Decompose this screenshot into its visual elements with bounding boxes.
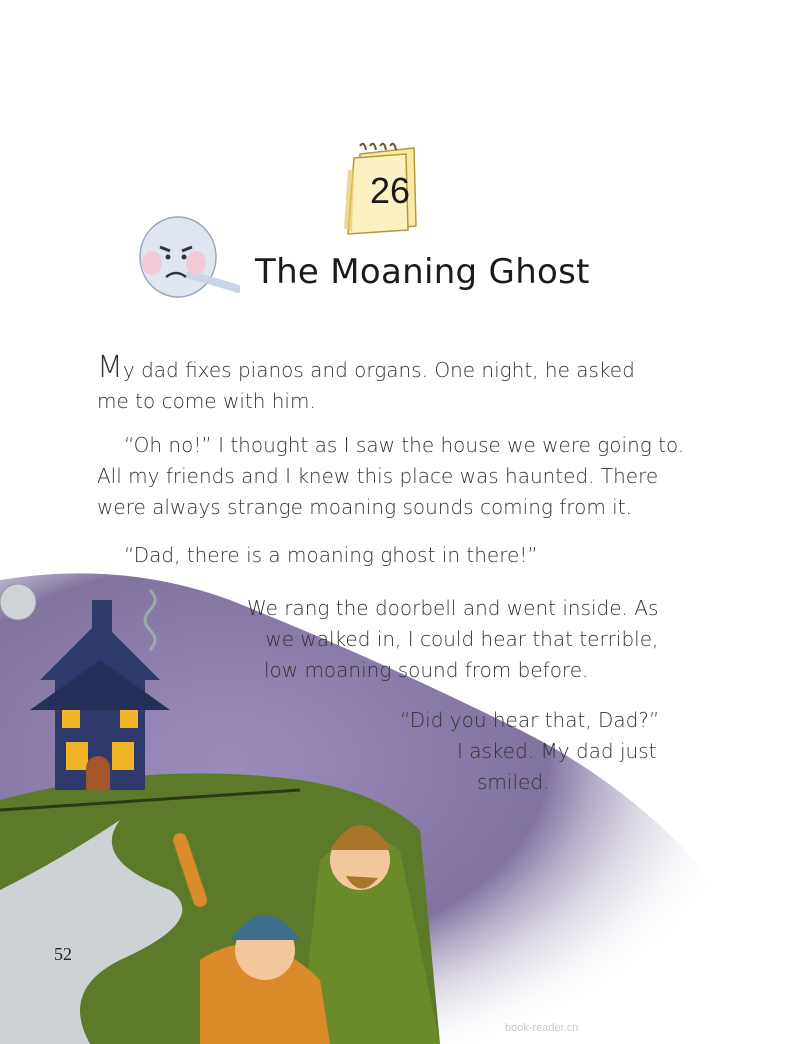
paragraph-1 [97, 352, 635, 417]
text-line: We rang the doorbell and went inside. As [247, 596, 659, 620]
text-line: y dad fixes pianos and organs. One night, he asked [122, 358, 635, 382]
page-number: 52 [54, 944, 72, 964]
text-line: “Oh no!” I thought as I saw the house we were going to. [124, 433, 685, 457]
text-line: we walked in, I could hear that terrible, [265, 627, 659, 651]
text-line: All my friends and I knew this place was haunted. There [97, 464, 659, 488]
text-line: low moaning sound from before. [263, 658, 589, 682]
text-line: I asked. My dad just [457, 739, 657, 763]
text-line: me to come with him. [97, 389, 316, 413]
text-line: “Dad, there is a moaning ghost in there!” [124, 543, 538, 567]
text-line: were always strange moaning sounds coming from it. [97, 495, 632, 519]
paragraph-5 [400, 705, 659, 798]
watermark: book-reader.cn [505, 1022, 579, 1034]
ghost-illustration [130, 205, 240, 315]
story-title: The Moaning Ghost [255, 252, 590, 292]
paragraph-2 [97, 430, 684, 523]
paragraph-3 [124, 540, 538, 571]
text-line: smiled. [477, 770, 550, 794]
paragraph-4 [247, 593, 658, 686]
text-line: “Did you hear that, Dad?” [400, 708, 660, 732]
story-number: 26 [369, 170, 411, 211]
drop-cap: M [97, 350, 123, 385]
